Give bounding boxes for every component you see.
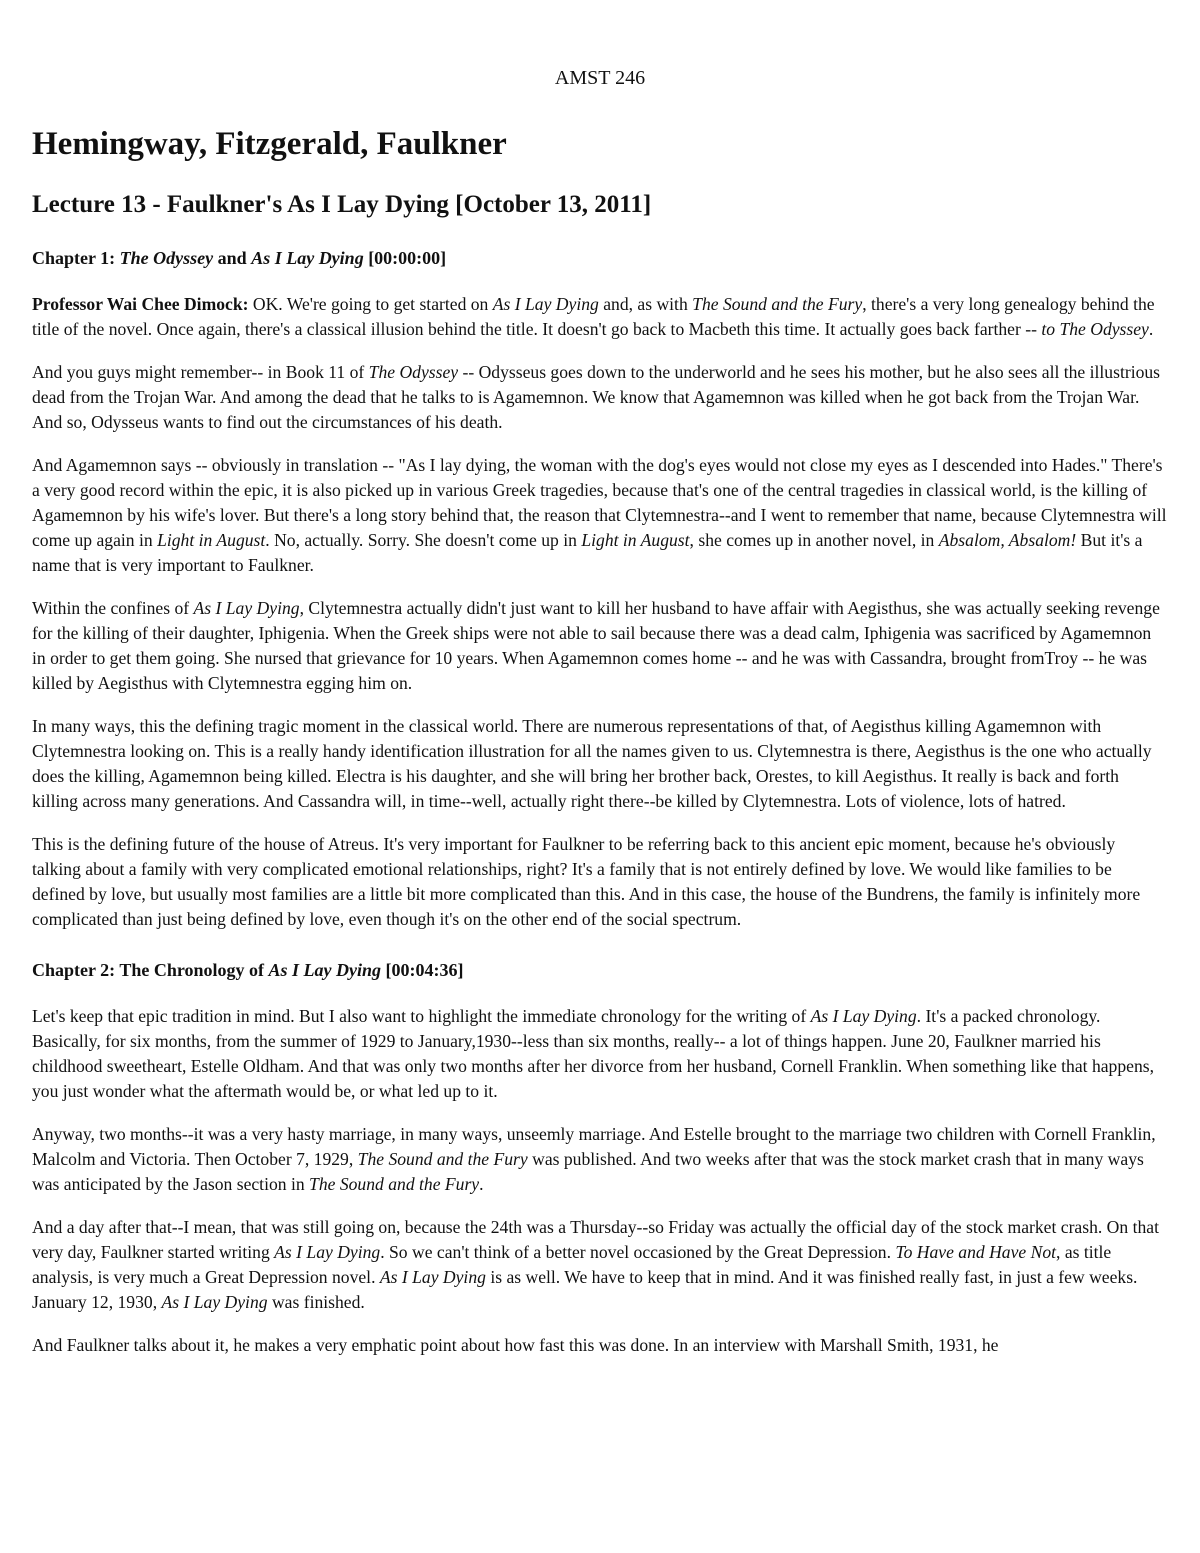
chapter-1-paragraph-4: Within the confines of As I Lay Dying, Clytemnestra actually didn't just want to kill her husband to have affair with Aegisthus, she was actually seeking revenge for the killing of their daughter, Iphigenia. When the Greek ships were not able to sail because there was a dead calm, Iphigenia was sacrificed by Agamemnon in order to get them going. She nursed that grievance for 10 years. When Agamemnon comes home -- and he was with Cassandra, brought fromTroy -- he was killed by Aegisthus with Clytemnestra egging him on. (32, 598, 1160, 693)
chapter-2-paragraph-2: Anyway, two months--it was a very hasty marriage, in many ways, unseemly marriage. And Estelle brought to the marriage two children with Cornell Franklin, Malcolm and Victoria. Then October 7, 1929, The Sound and the Fury was published. And two weeks after that was the stock market crash that in many ways was anticipated by the Jason section in The Sound and the Fury. (32, 1124, 1156, 1194)
chapter-1-paragraph-2: And you guys might remember-- in Book 11 of The Odyssey -- Odysseus goes down to the underworld and he sees his mother, but he also sees all the illustrious dead from the Trojan War. And among the dead that he talks to is Agamemnon. We know that Agamemnon was killed when he got back from the Trojan War. And so, Odysseus wants to find out the circumstances of his death. (32, 362, 1161, 432)
speaker-name: Professor Wai Chee Dimock: (32, 294, 249, 314)
chapter-2-paragraph-1: Let's keep that epic tradition in mind. But I also want to highlight the immediate chronology for the writing of As I Lay Dying. It's a packed chronology. Basically, for six months, from the summer of 1929 to January,1930--less than six months, really-- a lot of things happen. June 20, Faulkner married his childhood sweetheart, Estelle Oldham. And that was only two months after her divorce from her husband, Cornell Franklin. When something like that happens, you just wonder what the aftermath would be, or what led up to it. (32, 1006, 1155, 1101)
chapter-1-paragraph-6: This is the defining future of the house of Atreus. It's very important for Faulkner to be referring back to this ancient epic moment, because he's obviously talking about a family with very complicated emotional relationships, right? It's a family that is not entirely defined by love. We would like families to be defined by love, but usually most families are a little bit more complicated than this. And in this case, the house of the Bundrens, the family is infinitely more complicated than just being defined by love, even though it's on the other end of the social spectrum. (32, 834, 1141, 929)
lecture-title: Lecture 13 - Faulkner's As I Lay Dying [October 13, 2011] (32, 191, 652, 218)
chapter-1-paragraph-5: In many ways, this the defining tragic moment in the classical world. There are numerous representations of that, of Aegisthus killing Agamemnon with Clytemnestra looking on. This is a really handy identification illustration for all the names given to us. Clytemnestra is there, Aegisthus is the one who actually does the killing, Agamemnon being killed. Electra is his daughter, and she will bring her brother back, Orestes, to kill Aegisthus. It really is back and forth killing across many generations. And Cassandra will, in time--well, actually right there--be killed by Clytemnestra. Lots of violence, lots of hatred. (32, 716, 1152, 811)
chapter-2-heading: Chapter 2: The Chronology of As I Lay Dying [00:04:36] (32, 960, 464, 980)
chapter-2-paragraph-4: And Faulkner talks about it, he makes a very emphatic point about how fast this was done. In an interview with Marshall Smith, 1931, he (32, 1335, 999, 1355)
chapter-1-heading: Chapter 1: The Odyssey and As I Lay Dying [00:00:00] (32, 248, 447, 268)
course-code: AMST 246 (554, 67, 646, 89)
chapter-1-paragraph-1: Professor Wai Chee Dimock: OK. We're going to get started on As I Lay Dying and, as with The Sound and the Fury, there's a very long genealogy behind the title of the novel. Once again, there's a classical illusion behind the title. It doesn't go back to Macbeth this time. It actually goes back farther -- to The Odyssey. (32, 294, 1155, 339)
course-title: Hemingway, Fitzgerald, Faulkner (32, 126, 507, 162)
chapter-1-paragraph-3: And Agamemnon says -- obviously in translation -- "As I lay dying, the woman with the dog's eyes would not close my eyes as I descended into Hades." There's a very good record within the epic, it is also picked up in various Greek tragedies, because that's one of the central tragedies in classical world, is the killing of Agamemnon by his wife's lover. But there's a long story behind that, the reason that Clytemnestra--and I went to remember that name, because Clytemnestra will come up again in Light in August. No, actually. Sorry. She doesn't come up in Light in August, she comes up in another novel, in Absalom, Absalom! But it's a name that is very important to Faulkner. (32, 455, 1167, 575)
chapter-2-paragraph-3: And a day after that--I mean, that was still going on, because the 24th was a Thursday--so Friday was actually the official day of the stock market crash. On that very day, Faulkner started writing As I Lay Dying. So we can't think of a better novel occasioned by the Great Depression. To Have and Have Not, as title analysis, is very much a Great Depression novel. As I Lay Dying is as well. We have to keep that in mind. And it was finished really fast, in just a few weeks. January 12, 1930, As I Lay Dying was finished. (32, 1217, 1159, 1312)
